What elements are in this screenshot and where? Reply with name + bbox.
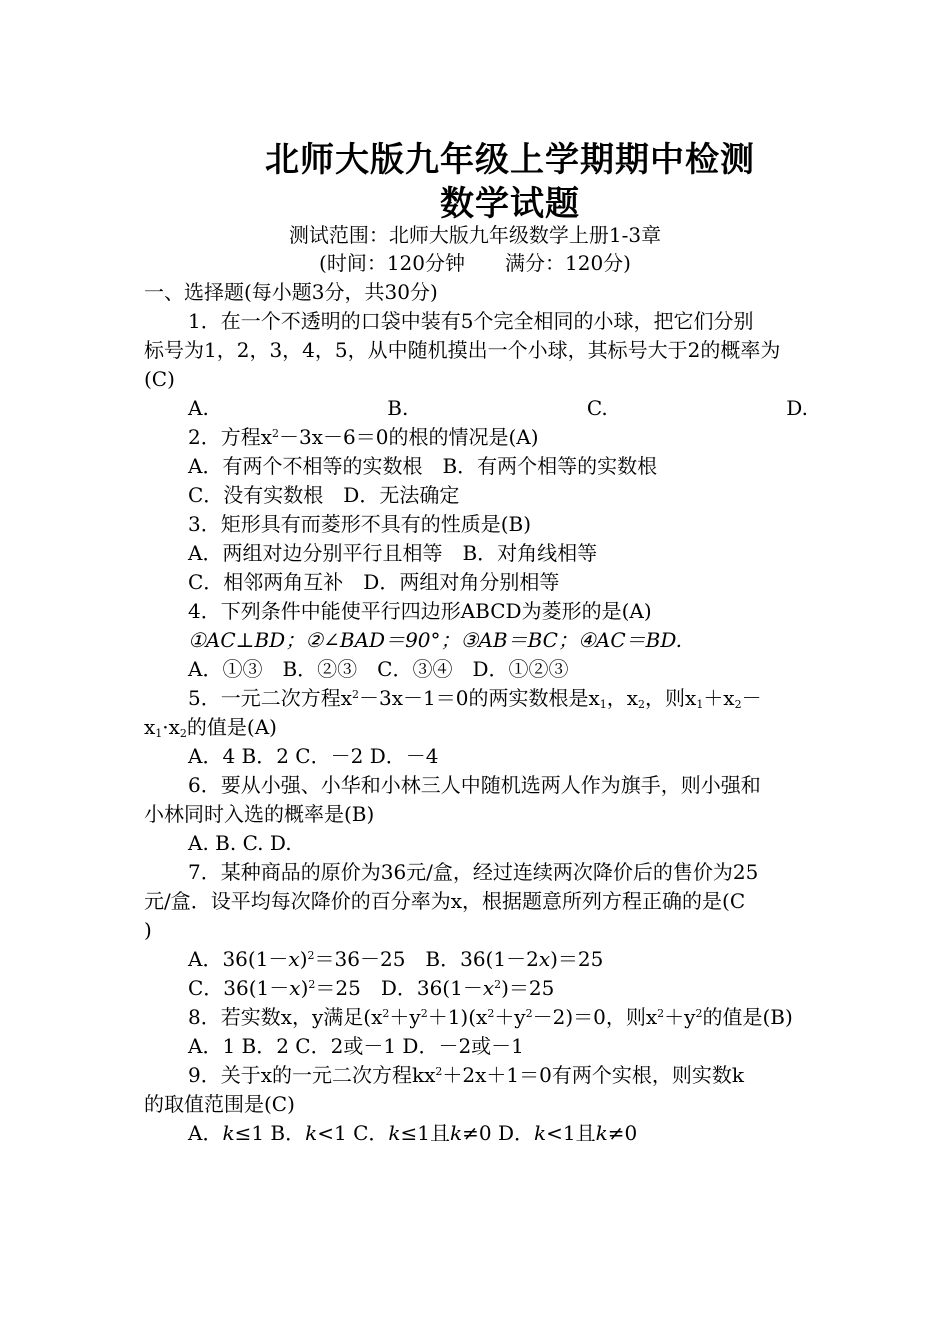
- test-scope: 测试范围：北师大版九年级数学上册1-3章: [288, 223, 662, 247]
- q2-options-2: C．没有实数根 D．无法确定: [188, 483, 460, 507]
- q8-options: A．1 B．2 C．2或－1 D．－2或－1: [188, 1034, 524, 1058]
- q7-options-2: C．$36(1-x)^2=25$ D．$36(1-x^2)=25$: [188, 976, 555, 1000]
- q4-options: A．①③ B．②③ C．③④ D．①②③: [188, 657, 569, 681]
- q6-text-b: 小林同时入选的概率是(B): [144, 802, 375, 826]
- exam-subtitle: 数学试题: [440, 184, 580, 224]
- q8-text: 8．若实数x，y满足$(x^2+y^2+1)(x^2+y^2-2)=0$，则$x^2+y^2$的值是(B): [188, 1005, 793, 1029]
- q1-answer: (C): [144, 367, 175, 391]
- q5-options: A．4 B．2 C．－2 D．－4: [188, 744, 439, 768]
- q3-options-2: C．相邻两角互补 D．两组对角分别相等: [188, 570, 560, 594]
- q1-option-d: D.: [786, 396, 808, 420]
- q6-text-a: 6．要从小强、小华和小林三人中随机选两人作为旗手，则小强和: [188, 773, 761, 797]
- q2-options-1: A．有两个不相等的实数根 B．有两个相等的实数根: [188, 454, 658, 478]
- q1-option-a: A.: [188, 396, 209, 420]
- q7-text-c: ): [144, 918, 152, 942]
- q7-text-b: 元/盒．设平均每次降价的百分率为x，根据题意所列方程正确的是(C: [144, 889, 746, 913]
- q1-text-b: 标号为1，2，3，4，5，从中随机摸出一个小球，其标号大于2的概率为: [144, 338, 781, 362]
- q1-options: [188, 394, 808, 422]
- exam-title: 北师大版九年级上学期期中检测: [265, 140, 755, 180]
- q5-text-b: $x_1\cdot x_2$的值是(A): [144, 715, 277, 740]
- q2-text: 2．方程$x^2-3x-6=0$的根的情况是(A): [188, 425, 539, 449]
- q1-option-c: C.: [586, 396, 608, 420]
- q4-text: 4．下列条件中能使平行四边形ABCD为菱形的是(A): [188, 599, 652, 623]
- q7-text-a: 7．某种商品的原价为36元/盒，经过连续两次降价后的售价为25: [188, 860, 759, 884]
- q1-text-a: 1．在一个不透明的口袋中装有5个完全相同的小球，把它们分别: [188, 309, 754, 333]
- q9-options: A．k≤1 B．k<1 C．k≤1且k≠0 D．k<1且k≠0: [188, 1121, 638, 1145]
- q3-options-1: A．两组对边分别平行且相等 B．对角线相等: [188, 541, 598, 565]
- q5-text-a: 5．一元二次方程$x^2-3x-1=0$的两实数根是$x_1$，$x_2$，则$x_1+x_2-$: [188, 686, 762, 711]
- q7-options-1: A．$36(1-x)^2=36-25$ B．36(1－2x)＝25: [188, 947, 604, 971]
- q9-text-b: 的取值范围是(C): [144, 1092, 295, 1116]
- section-heading: 一、选择题(每小题3分，共30分): [144, 280, 438, 304]
- q9-text-a: 9．关于x的一元二次方程$kx^2+2x+1=0$有两个实根，则实数k: [188, 1063, 744, 1087]
- q3-text: 3．矩形具有而菱形不具有的性质是(B): [188, 512, 532, 536]
- time-info: (时间：120分钟 满分：120分): [319, 251, 631, 275]
- q4-conditions: ①AC⊥BD；②∠BAD＝90°；③AB＝BC；④AC＝BD.: [188, 628, 683, 652]
- q1-option-b: B.: [387, 396, 409, 420]
- q6-options: A. B. C. D.: [188, 831, 292, 855]
